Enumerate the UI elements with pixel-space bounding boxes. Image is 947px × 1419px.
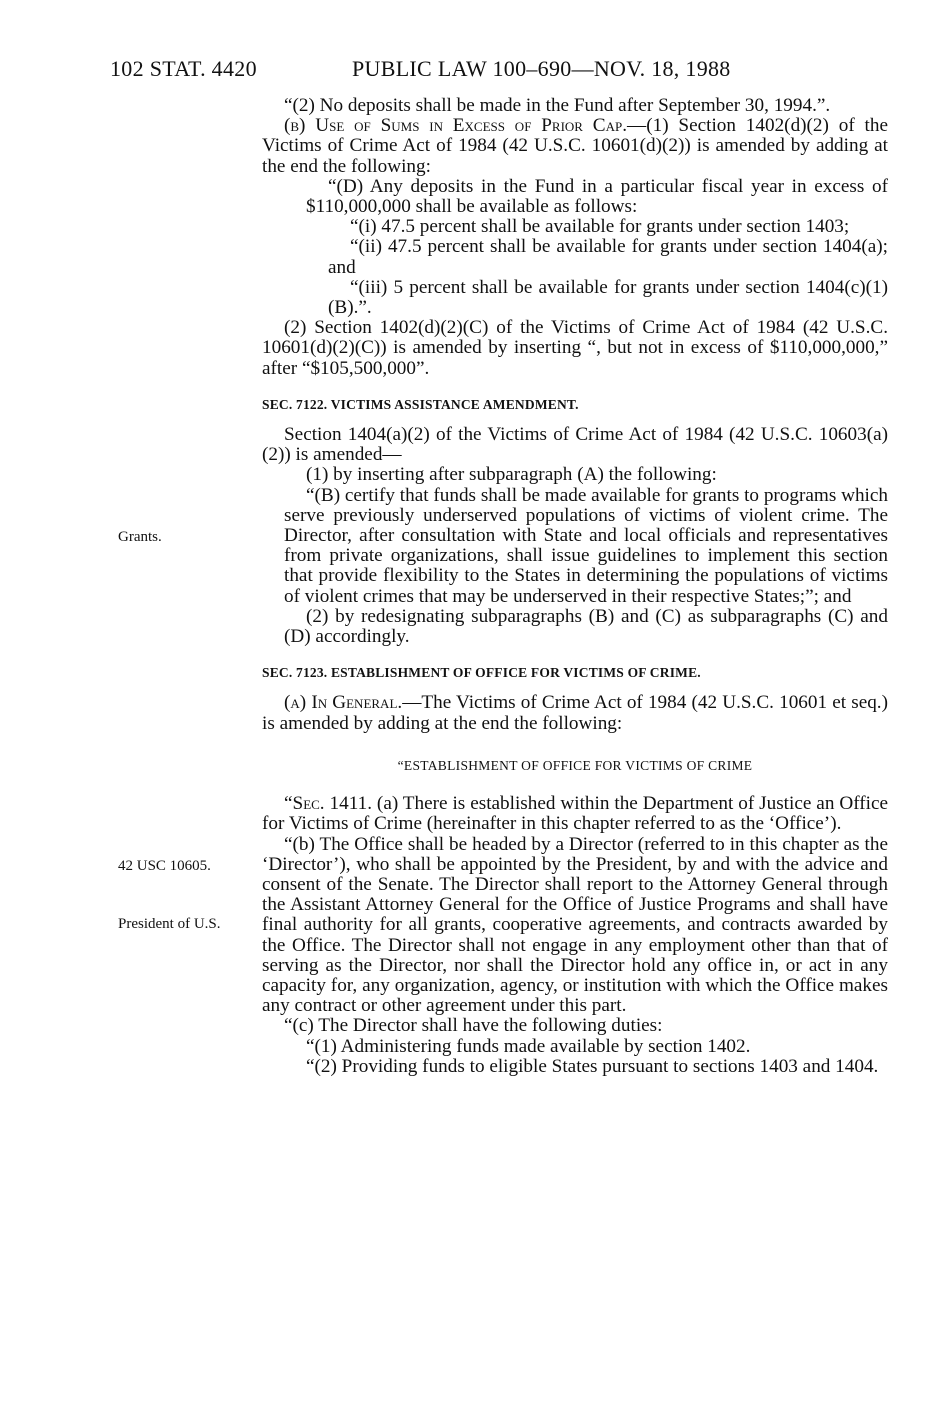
duty-1: “(1) Administering funds made available by section 1402. bbox=[306, 1035, 751, 1057]
subsection-b-text: —(1) Section 1402(d)(2) of the Victims of Crime Act of 1984 (42 U.S.C. 10601(d)(2)) is amended by adding at the end the following: bbox=[262, 115, 888, 177]
section-7122-item-1: (1) by inserting after subparagraph (A) the following: bbox=[306, 464, 717, 486]
section-1411-b: “(b) The Office shall be headed by a Director (referred to in this chapter as the ‘Director’), who shall be appointed by the President, by and with the advice and consent of the Senate. The Director shall report to the Attorney General through the Assistant Attorney General for the Office of Justice Programs and shall have final authority for all grants, cooperative agreements, and contracts awarded by the Office. The Director shall not engage in any employment other than that of serving as the Director, nor shall the Director hold any office in, or act in any capacity for, any organization, agency, or institution with which the Office makes any contract or other agreement under this part. bbox=[262, 833, 888, 1017]
section-1411-a bbox=[262, 794, 888, 834]
subsection-b-heading: (b) Use of Sums in Excess of Prior Cap. bbox=[284, 115, 628, 137]
section-1411-c: “(c) The Director shall have the following duties: bbox=[284, 1015, 663, 1037]
paragraph-deposits-deadline: “(2) No deposits shall be made in the Fund after September 30, 1994.”. bbox=[284, 95, 831, 116]
subsection-b bbox=[262, 116, 888, 177]
margin-note-grants: Grants. bbox=[118, 529, 162, 545]
section-1411-a-text: 1411. (a) There is established within the Department of Justice an Office for Victims of Crime (hereinafter in this chapter referred to as the ‘Office’). bbox=[262, 793, 888, 835]
margin-note-president: President of U.S. bbox=[118, 916, 221, 932]
section-7123-heading: SEC. 7123. ESTABLISHMENT OF OFFICE FOR VICTIMS OF CRIME. bbox=[262, 665, 701, 681]
section-7122-item-2: (2) by redesignating subparagraphs (B) and (C) as subparagraphs (C) and (D) accordingly. bbox=[284, 605, 888, 648]
sec-label: “Sec. bbox=[284, 793, 325, 815]
duty-2: “(2) Providing funds to eligible States pursuant to sections 1403 and 1404. bbox=[306, 1055, 879, 1077]
section-7122-intro: Section 1404(a)(2) of the Victims of Crime Act of 1984 (42 U.S.C. 10603(a)(2)) is amended— bbox=[262, 424, 888, 466]
statute-text bbox=[262, 96, 888, 1077]
subsection-a-text: —The Victims of Crime Act of 1984 (42 U.S.C. 10601 et seq.) is amended by adding at the end the following: bbox=[262, 692, 888, 734]
clause-iii: “(iii) 5 percent shall be available for grants under section 1404(c)(1)(B).”. bbox=[328, 276, 888, 319]
quoted-section-heading: “ESTABLISHMENT OF OFFICE FOR VICTIMS OF CRIME bbox=[397, 757, 753, 773]
section-7122-heading: SEC. 7122. VICTIMS ASSISTANCE AMENDMENT. bbox=[262, 396, 579, 412]
subsection-a-heading: (a) In General. bbox=[284, 692, 403, 714]
page-reference: 102 STAT. 4420 bbox=[110, 56, 257, 81]
running-header-title: PUBLIC LAW 100–690—NOV. 18, 1988 bbox=[352, 56, 731, 81]
paragraph-2-amendment: (2) Section 1402(d)(2)(C) of the Victims of Crime Act of 1984 (42 U.S.C. 10601(d)(2)(C)) is amended by inserting “, but not in excess of $110,000,000,” after “$105,500,000”. bbox=[262, 317, 888, 379]
margin-note-usc: 42 USC 10605. bbox=[118, 858, 211, 874]
clause-i: “(i) 47.5 percent shall be available for grants under section 1403; bbox=[350, 216, 850, 238]
paragraph-d: “(D) Any deposits in the Fund in a particular fiscal year in excess of $110,000,000 shall be available as follows: bbox=[306, 175, 888, 218]
clause-ii: “(ii) 47.5 percent shall be available for grants under section 1404(a); and bbox=[328, 236, 888, 278]
subparagraph-b-quote: “(B) certify that funds shall be made available for grants to programs which serve previously underserved populations of victims of violent crime. The Director, after consultation with State and local officials and representatives from private organizations, shall issue guidelines to implement this section that provide flexibility to the States in determining the populations of victims of violent crimes that may be underserved in their respective States;”; and bbox=[284, 484, 888, 607]
subsection-a-general bbox=[262, 693, 888, 733]
